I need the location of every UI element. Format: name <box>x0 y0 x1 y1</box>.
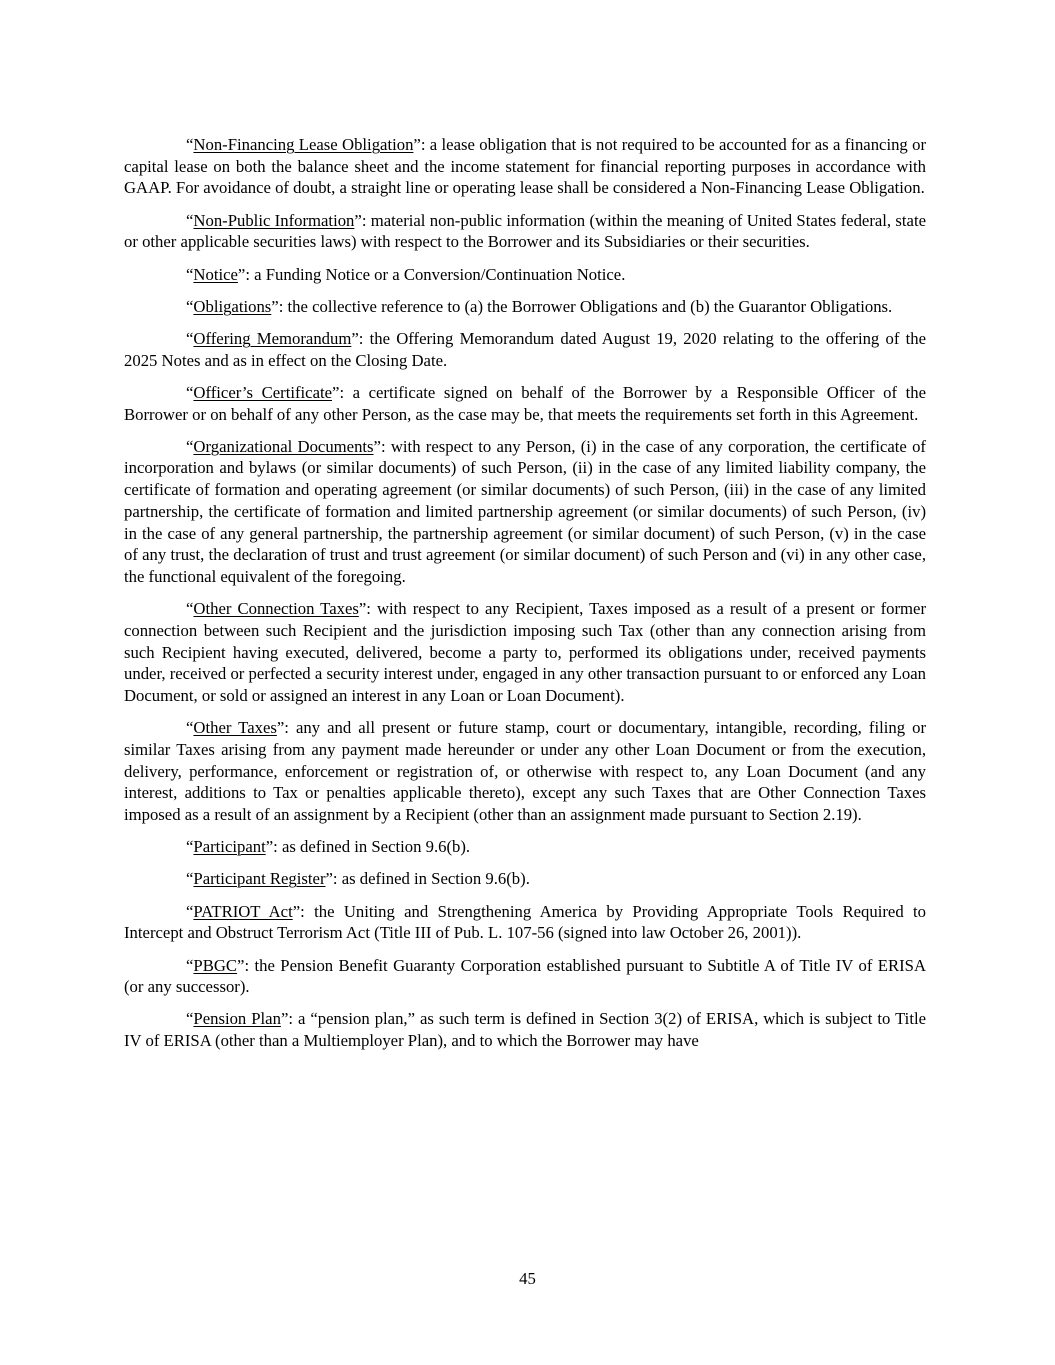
defined-term: Organizational Documents <box>193 436 374 456</box>
defined-term: Other Connection Taxes <box>193 599 359 619</box>
definition-text: : the Uniting and Strengthening America by Providing Appropriate Tools Required to Intercept and Obstruct Terrorism Act (Title III of Pub. L. 107-56 (signed into law October 26, 2001)). <box>124 901 926 943</box>
definition-text: : material non-public information (within the meaning of United States federal, state or other applicable securities laws) with respect to the Borrower and its Subsidiaries or their securities. <box>124 210 926 252</box>
definition-text: : a Funding Notice or a Conversion/Continuation Notice. <box>245 264 626 284</box>
defined-term: Notice <box>193 264 238 284</box>
defined-term: Non-Financing Lease Obligation <box>193 135 414 154</box>
defined-term: PBGC <box>193 955 238 975</box>
definition-text: : with respect to any Person, (i) in the case of any corporation, the certificate of incorporation and bylaws (or similar documents) of such Person, (ii) in the case of any limited liability company, the certificate of formation and operating agreement (or similar documents) of such Person, (iii) in the case of any limited partnership, the certificate of formation and limited partnership agreement (or similar documents) of such Person, (iv) in the case of any general partnership, the partnership agreement (or similar document) of such Person, (v) in the case of any trust, the declaration of trust and trust agreement (or similar document) of such Person and (vi) in any other case, the functional equivalent of the foregoing. <box>124 436 926 586</box>
defined-term: Participant <box>193 837 266 857</box>
definition-text: : as defined in Section 9.6(b). <box>332 869 530 889</box>
definition-text: : the collective reference to (a) the Borrower Obligations and (b) the Guarantor Obligations. <box>278 296 893 316</box>
definition-text: : as defined in Section 9.6(b). <box>273 837 471 857</box>
definition-text: : any and all present or future stamp, court or documentary, intangible, recording, filing or similar Taxes arising from any payment made hereunder or under any other Loan Document or from the execution, delivery, performance, enforcement or registration of, or otherwise with respect to, any Loan Document (and any interest, additions to Tax or penalties applicable thereto), except any such Taxes that are Other Connection Taxes imposed as a result of an assignment by a Recipient (other than an assignment made pursuant to Section 2.19). <box>124 718 926 824</box>
definition-paragraph: “PBGC”: the Pension Benefit Guaranty Corporation established pursuant to Subtitle A of Title IV of ERISA (or any successor). <box>124 955 926 997</box>
definition-text: : a “pension plan,” as such term is defined in Section 3(2) of ERISA, which is subject to Title IV of ERISA (other than a Multiemployer Plan), and to which the Borrower may have <box>124 1009 926 1051</box>
defined-term: PATRIOT Act <box>193 901 293 921</box>
page-number: 45 <box>519 1269 536 1288</box>
definition-text: : the Pension Benefit Guaranty Corporation established pursuant to Subtitle A of Title IV of ERISA (or any successor). <box>124 955 926 997</box>
defined-term: Other Taxes <box>193 718 277 738</box>
definition-paragraph: “Notice”: a Funding Notice or a Conversion/Continuation Notice. <box>186 264 626 284</box>
defined-term: Non-Public Information <box>193 210 355 230</box>
definition-paragraph: “Obligations”: the collective reference to (a) the Borrower Obligations and (b) the Guarantor Obligations. <box>186 296 893 316</box>
defined-term: Offering Memorandum <box>193 328 352 348</box>
definition-text: : a certificate signed on behalf of the Borrower by a Responsible Officer of the Borrower or on behalf of any other Person, as the case may be, that meets the requirements set forth in this Agreement. <box>124 382 926 424</box>
definition-paragraph: “PATRIOT Act”: the Uniting and Strengthening America by Providing Appropriate Tools Required to Intercept and Obstruct Terrorism Act (Title III of Pub. L. 107-56 (signed into law October 26, 2001)). <box>124 901 926 943</box>
definition-paragraph: “Organizational Documents”: with respect to any Person, (i) in the case of any corporation, the certificate of incorporation and bylaws (or similar documents) of such Person, (ii) in the case of any limited liability company, the certificate of formation and operating agreement (or similar documents) of such Person, (iii) in the case of any limited partnership, the certificate of formation and limited partnership agreement (or similar documents) of such Person, (iv) in the case of any general partnership, the partnership agreement (or similar document) of such Person, (v) in the case of any trust, the declaration of trust and trust agreement (or similar document) of such Person and (vi) in any other case, the functional equivalent of the foregoing. <box>124 436 926 586</box>
definition-text: : with respect to any Recipient, Taxes imposed as a result of a present or former connection between such Recipient and the jurisdiction imposing such Tax (other than any connection arising from such Recipient having executed, delivered, become a party to, performed its obligations under, received payments under, received or perfected a security interest under, engaged in any other transaction pursuant to or enforced any Loan Document, or sold or assigned an interest in any Loan or Loan Document). <box>124 599 927 705</box>
definition-paragraph: “Participant”: as defined in Section 9.6(b). <box>186 837 471 857</box>
definition-paragraph: “Pension Plan”: a “pension plan,” as such term is defined in Section 3(2) of ERISA, which is subject to Title IV of ERISA (other than a Multiemployer Plan), and to which the Borrower may have <box>124 1009 926 1051</box>
defined-term: Officer’s Certificate <box>193 382 333 402</box>
defined-term: Participant Register <box>193 869 326 889</box>
definition-paragraph: “Non-Public Information”: material non-public information (within the meaning of United States federal, state or other applicable securities laws) with respect to the Borrower and its Subsidiaries or their securities. <box>124 210 926 252</box>
defined-term: Obligations <box>193 296 272 316</box>
definition-paragraph: “Other Taxes”: any and all present or future stamp, court or documentary, intangible, recording, filing or similar Taxes arising from any payment made hereunder or under any other Loan Document or from the execution, delivery, performance, enforcement or registration of, or otherwise with respect to, any Loan Document (and any interest, additions to Tax or penalties applicable thereto), except any such Taxes that are Other Connection Taxes imposed as a result of an assignment by a Recipient (other than an assignment made pursuant to Section 2.19). <box>124 718 926 824</box>
defined-term: Pension Plan <box>193 1009 281 1029</box>
definition-text: : the Offering Memorandum dated August 19, 2020 relating to the offering of the 2025 Notes and as in effect on the Closing Date. <box>124 328 926 370</box>
definition-paragraph: “Non-Financing Lease Obligation”: a lease obligation that is not required to be accounted for as a financing or capital lease on both the balance sheet and the income statement for financial reporting purposes in accordance with GAAP. For avoidance of doubt, a straight line or operating lease shall be considered a Non-Financing Lease Obligation. <box>124 135 926 198</box>
definition-text: : a lease obligation that is not required to be accounted for as a financing or capital lease on both the balance sheet and the income statement for financial reporting purposes in accordance with GAAP. For avoidance of doubt, a straight line or operating lease shall be considered a Non-Financing Lease Obligation. <box>124 135 926 198</box>
definition-paragraph: “Offering Memorandum”: the Offering Memorandum dated August 19, 2020 relating to the offering of the 2025 Notes and as in effect on the Closing Date. <box>124 328 926 370</box>
document-body <box>124 134 926 1062</box>
definition-paragraph: “Participant Register”: as defined in Section 9.6(b). <box>186 869 530 889</box>
definition-paragraph: “Other Connection Taxes”: with respect to any Recipient, Taxes imposed as a result of a present or former connection between such Recipient and the jurisdiction imposing such Tax (other than any connection arising from such Recipient having executed, delivered, become a party to, performed its obligations under, received payments under, received or perfected a security interest under, engaged in any other transaction pursuant to or enforced any Loan Document, or sold or assigned an interest in any Loan or Loan Document). <box>124 599 927 705</box>
definition-paragraph: “Officer’s Certificate”: a certificate signed on behalf of the Borrower by a Responsible Officer of the Borrower or on behalf of any other Person, as the case may be, that meets the requirements set forth in this Agreement. <box>124 382 926 424</box>
